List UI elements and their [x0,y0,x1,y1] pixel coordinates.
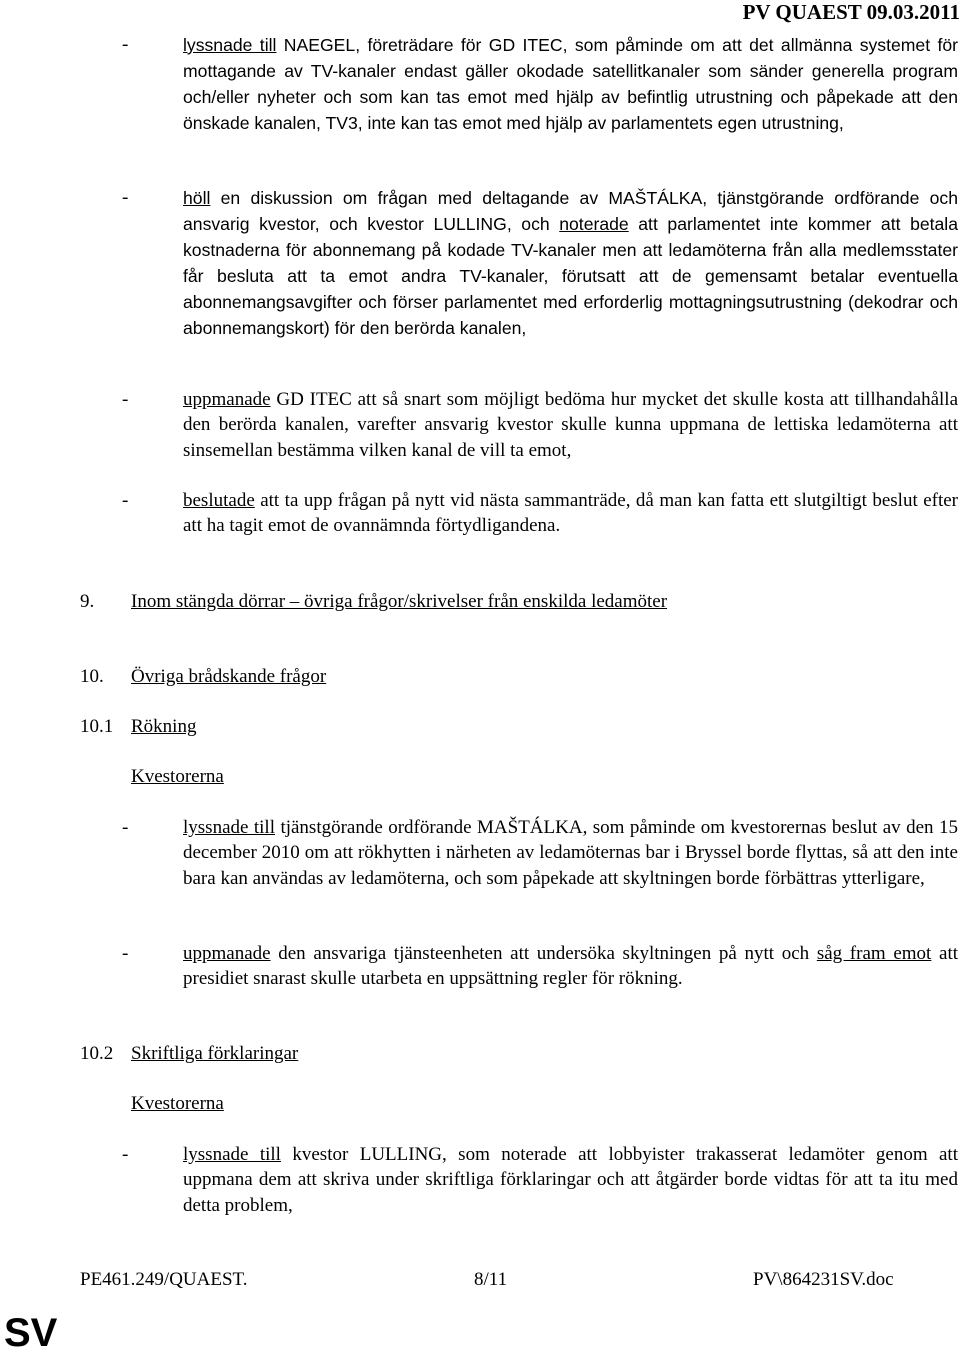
subheading-kvestorerna: Kvestorerna [131,766,224,787]
action-verb: såg fram emot [816,943,932,964]
action-verb: uppmanade [183,389,271,410]
section-number: 10.2 [80,1043,114,1064]
footer-file-name: PV\864231SV.doc [753,1269,894,1290]
subheading-kvestorerna: Kvestorerna [131,1093,224,1114]
action-verb: höll [183,188,211,208]
item-body: GD ITEC att så snart som möjligt bedöma hur mycket det skulle kosta att tillhandahålla den berörda kanalen, varefter ansvarig kvestor skulle kunna uppmana de lettiska ledamöterna att sinsemellan bestämma vilken kanal de vill ta emot, [183,389,958,461]
action-verb: lyssnade till [183,817,275,838]
section-number: 10.1 [80,716,114,737]
section-title: Skriftliga förklaringar [131,1043,299,1064]
section-number: 10. [80,666,104,687]
list-item-text [183,488,958,539]
language-code: SV [4,1311,58,1355]
item-body: att ta upp frågan på nytt vid nästa sammanträde, då man kan fatta ett slutgiltigt beslut efter att ha tagit emot de ovannämnda förtydligandena. [183,490,958,537]
item-body: tjänstgörande ordförande MAŠTÁLKA, som påminde om kvestorernas beslut av den 15 december 2010 om att rökhytten i närheten av ledamöternas bar i Bryssel borde flyttas, så att den inte bara kan användas av ledamöterna, och som påpekade att skyltningen borde förbättras ytterligare, [183,817,958,889]
action-verb: beslutade [183,490,255,511]
list-dash: - [122,1144,129,1165]
action-verb: noterade [559,214,629,234]
list-item-text [183,32,958,136]
item-body: att parlamentet inte kommer att betala kostnaderna för abonnemang på kodade TV-kanaler men att ledamöterna från alla medlemsstater får besluta att ta emot andra TV-kanaler, förutsatt att de gemensamt betalar eventuella abonnemangsavgifter och förser parlamentet med erforderlig mottagningsutrustning (dekodrar och abonnemangskort) för den berörda kanalen, [183,214,959,338]
action-verb: lyssnade till [183,35,277,55]
item-body: den ansvariga tjänsteenheten att undersöka skyltningen på nytt och [270,943,817,964]
list-dash: - [122,943,129,964]
section-title: Inom stängda dörrar – övriga frågor/skrivelser från enskilda ledamöter [131,591,668,612]
list-item-text [183,387,958,463]
action-verb: lyssnade till [183,1144,281,1165]
footer-page-number: 8/11 [474,1269,508,1290]
footer-document-number: PE461.249/QUAEST. [80,1269,248,1290]
item-body: att presidiet snarast skulle utarbeta en uppsättning regler för rökning. [183,943,959,990]
section-title: Rökning [131,716,197,737]
list-item-text [183,1142,958,1218]
list-dash: - [122,490,129,511]
list-dash: - [122,817,129,838]
item-body: kvestor LULLING, som noterade att lobbyister trakasserat ledamöter genom att uppmana dem att skriva under skriftliga förklaringar och att åtgärder borde vidtas för att ta itu med detta problem, [183,1144,958,1216]
item-body: en diskussion om frågan med deltagande av MAŠTÁLKA, tjänstgörande ordförande och ansvarig kvestor, och kvestor LULLING, och [183,188,958,234]
document-reference: PV QUAEST 09.03.2011 [742,0,960,24]
list-dash: - [122,389,129,410]
list-item-text [183,941,958,992]
list-item-text [183,185,958,341]
list-dash: - [122,187,129,208]
section-title: Övriga brådskande frågor [131,666,327,687]
action-verb: uppmanade [183,943,271,964]
section-number: 9. [80,591,95,612]
list-dash: - [122,34,129,55]
list-item-text [183,815,958,891]
item-body: NAEGEL, företrädare för GD ITEC, som påminde om att det allmänna systemet för mottagande av TV-kanaler endast gäller okodade satellitkanaler som sänder generella program och/eller nyheter och som kan tas emot med hjälp av befintlig utrustning och påpekade att den önskade kanalen, TV3, inte kan tas emot med hjälp av parlamentets egen utrustning, [183,35,958,133]
